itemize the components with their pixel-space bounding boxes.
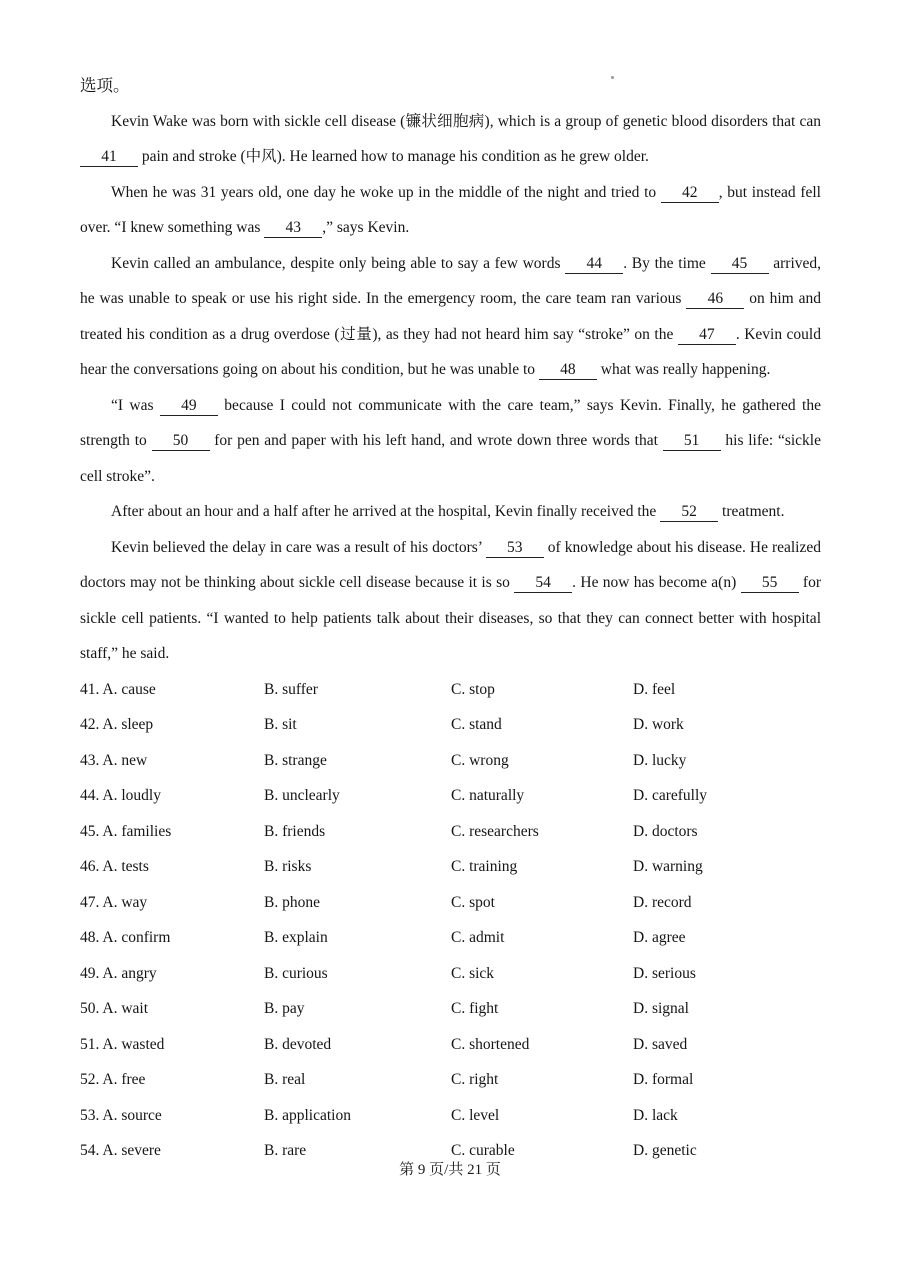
option-46-D: D. warning (633, 858, 703, 875)
option-45-A: 45. A. families (80, 822, 172, 840)
option-44-D: D. carefully (633, 787, 708, 804)
option-45-B: B. friends (264, 822, 326, 840)
blank-52: 52 (660, 502, 718, 522)
option-48-B: B. explain (264, 929, 328, 946)
passage-paragraph: Kevin Wake was born with sickle cell disease (镰状细胞病), which is a group of genetic blood disorders that can 41 pain and stroke (中风). He learned how to manage his condition as he grew older. (80, 104, 821, 175)
option-43-C: C. wrong (451, 751, 509, 769)
option-43-A: 43. A. new (80, 751, 148, 769)
option-51-C: C. shortened (451, 1035, 530, 1053)
option-45-C: C. researchers (451, 822, 539, 840)
option-51-B: B. devoted (264, 1035, 332, 1053)
option-46-C: C. training (451, 858, 518, 875)
option-44-C: C. naturally (451, 787, 525, 804)
option-47-B: B. phone (264, 893, 320, 911)
option-54-B: B. rare (264, 1142, 307, 1159)
option-53-B: B. application (264, 1106, 351, 1124)
blank-41: 41 (80, 147, 138, 167)
option-42-C: C. stand (451, 716, 502, 733)
option-48-D: D. agree (633, 929, 686, 946)
option-41-D: D. feel (633, 680, 676, 698)
passage-paragraph: When he was 31 years old, one day he woke up in the middle of the night and tried to 42 , but instead fell over. “I knew something was 43 ,” says Kevin. (80, 183, 821, 236)
option-row-43 (80, 743, 821, 779)
option-row-51 (80, 1027, 821, 1063)
option-54-D: D. genetic (633, 1142, 697, 1159)
option-49-D: D. serious (633, 964, 696, 982)
passage-paragraph: “I was 49 because I could not communicate with the care team,” says Kevin. Finally, he gathered the strength to 50 for pen and paper with his left hand, and wrote down three words that 51 his life: “sickle cell stroke”. (80, 396, 821, 485)
blank-48: 48 (539, 360, 597, 380)
option-43-B: B. strange (264, 751, 327, 769)
blank-53: 53 (486, 538, 544, 558)
passage-paragraph: Kevin called an ambulance, despite only being able to say a few words 44 . By the time 45 arrived, he was unable to speak or use his right side. In the emergency room, the care team ran various 46 on him and treated his condition as a drug overdose (过量), as they had not heard him say “stroke” on the 47 . Kevin could hear the conversations going on about his condition, but he was unable to 48 what was really happening. (80, 254, 822, 378)
blank-46: 46 (686, 289, 744, 309)
option-row-42 (80, 707, 821, 743)
option-53-C: C. level (451, 1106, 500, 1124)
passage-paragraph: Kevin believed the delay in care was a result of his doctors’ 53 of knowledge about his disease. He realized doctors may not be thinking about sickle cell disease because it is so 54 . He now has become a(n) 55 for sickle cell patients. “I wanted to help patients talk about their diseases, so that they can connect better with hospital staff,” he said. (80, 538, 821, 662)
option-47-A: 47. A. way (80, 893, 148, 911)
blank-42: 42 (661, 183, 719, 203)
option-41-C: C. stop (451, 680, 495, 698)
option-53-D: D. lack (633, 1106, 678, 1124)
page-content (80, 68, 821, 1169)
option-47-D: D. record (633, 893, 692, 911)
option-42-A: 42. A. sleep (80, 716, 154, 733)
blank-47: 47 (678, 325, 736, 345)
option-50-C: C. fight (451, 1000, 499, 1017)
option-51-D: D. saved (633, 1035, 688, 1053)
blank-45: 45 (711, 254, 769, 274)
option-52-A: 52. A. free (80, 1071, 146, 1088)
option-row-46 (80, 849, 821, 885)
option-row-45 (80, 814, 821, 850)
option-48-A: 48. A. confirm (80, 929, 171, 946)
option-48-C: C. admit (451, 929, 505, 946)
option-54-C: C. curable (451, 1142, 515, 1159)
option-49-B: B. curious (264, 964, 328, 982)
option-row-48 (80, 920, 821, 956)
option-row-50 (80, 991, 821, 1027)
blank-51: 51 (663, 431, 721, 451)
section-heading: 选项。 (80, 76, 130, 95)
option-49-A: 49. A. angry (80, 964, 157, 982)
option-50-B: B. pay (264, 1000, 305, 1017)
option-row-49 (80, 956, 821, 992)
blank-55: 55 (741, 573, 799, 593)
blank-44: 44 (565, 254, 623, 274)
option-49-C: C. sick (451, 964, 495, 982)
option-41-B: B. suffer (264, 680, 318, 698)
option-46-B: B. risks (264, 858, 312, 875)
option-50-A: 50. A. wait (80, 1000, 149, 1017)
options-table (80, 672, 821, 1169)
option-52-D: D. formal (633, 1071, 694, 1088)
cloze-passage (80, 104, 821, 672)
option-row-41 (80, 672, 821, 708)
option-52-C: C. right (451, 1071, 499, 1088)
option-54-A: 54. A. severe (80, 1142, 161, 1159)
option-44-B: B. unclearly (264, 787, 340, 804)
blank-50: 50 (152, 431, 210, 451)
option-51-A: 51. A. wasted (80, 1035, 165, 1053)
blank-54: 54 (514, 573, 572, 593)
option-row-53 (80, 1098, 821, 1134)
option-44-A: 44. A. loudly (80, 787, 161, 804)
option-row-47 (80, 885, 821, 921)
option-50-D: D. signal (633, 1000, 689, 1017)
page-number-footer: 第 9 页/共 21 页 (399, 1162, 501, 1178)
blank-49: 49 (160, 396, 218, 416)
option-53-A: 53. A. source (80, 1106, 162, 1124)
option-46-A: 46. A. tests (80, 858, 149, 875)
option-42-B: B. sit (264, 716, 297, 733)
option-row-44 (80, 778, 821, 814)
option-row-52 (80, 1062, 821, 1098)
option-47-C: C. spot (451, 893, 495, 911)
option-52-B: B. real (264, 1071, 306, 1088)
blank-43: 43 (264, 218, 322, 238)
option-41-A: 41. A. cause (80, 680, 156, 698)
option-42-D: D. work (633, 716, 684, 733)
passage-paragraph: After about an hour and a half after he arrived at the hospital, Kevin finally received the 52 treatment. (111, 503, 785, 520)
option-45-D: D. doctors (633, 822, 698, 840)
option-43-D: D. lucky (633, 751, 687, 769)
